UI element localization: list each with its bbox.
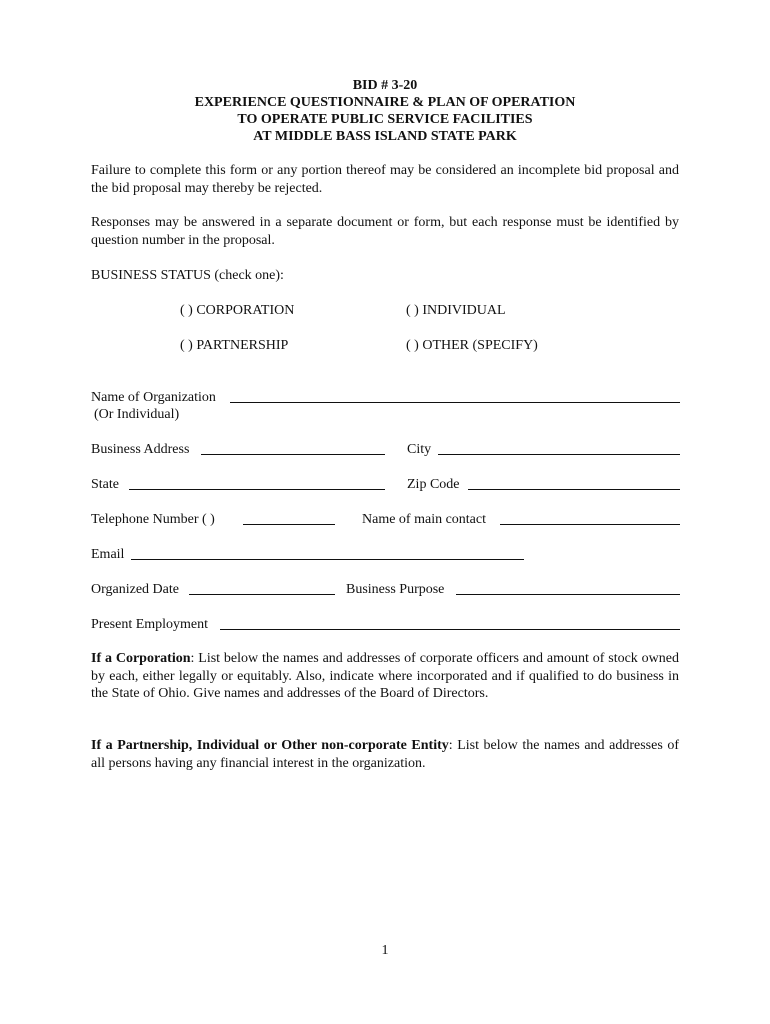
page-number: 1 xyxy=(381,943,389,958)
state-field[interactable] xyxy=(129,489,385,490)
checkbox-individual[interactable] xyxy=(406,302,506,319)
organized-date-label: Organized Date xyxy=(91,582,179,597)
title-line-1: EXPERIENCE QUESTIONNAIRE & PLAN OF OPERATION xyxy=(194,95,576,110)
main-contact-field[interactable] xyxy=(500,524,680,525)
check-mark: ( ) xyxy=(406,338,419,353)
city-field[interactable] xyxy=(438,454,680,455)
option-label: PARTNERSHIP xyxy=(196,338,289,353)
checkbox-corporation[interactable] xyxy=(180,302,294,319)
partnership-heading: If a Partnership, Individual or Other non-corporate Entity xyxy=(91,738,449,753)
business-status-label: BUSINESS STATUS (check one): xyxy=(91,268,284,283)
bid-number: BID # 3-20 xyxy=(352,78,418,93)
org-name-label: Name of Organization xyxy=(91,390,216,405)
city-label: City xyxy=(407,442,432,457)
failure-paragraph: Failure to complete this form or any portion thereof may be considered an incomplete bid proposal and the bid proposal may thereby be rejected. xyxy=(91,163,679,196)
checkbox-partnership[interactable] xyxy=(180,337,288,354)
partnership-text: : List below the names and addresses of all persons having any financial interest in the organization. xyxy=(91,738,679,771)
check-mark: ( ) xyxy=(406,303,419,318)
corporation-text: : List below the names and addresses of corporate officers and amount of stock owned by each, either legally or equitably. Also, indicate where incorporated and if qualified to do business in the State of Ohio. Give names and addresses of the Board of Directors. xyxy=(91,651,679,701)
org-name-sublabel: (Or Individual) xyxy=(94,407,180,422)
state-label: State xyxy=(91,477,119,492)
organized-date-field[interactable] xyxy=(189,594,335,595)
check-mark: ( ) xyxy=(180,303,193,318)
main-contact-label: Name of main contact xyxy=(362,512,487,527)
present-employment-field[interactable] xyxy=(220,629,680,630)
corporation-paragraph xyxy=(91,650,679,703)
telephone-label: Telephone Number ( ) xyxy=(91,512,215,527)
telephone-field[interactable] xyxy=(243,524,335,525)
check-mark: ( ) xyxy=(180,338,193,353)
option-label: OTHER (SPECIFY) xyxy=(422,338,538,353)
option-label: CORPORATION xyxy=(196,303,295,318)
org-name-field[interactable] xyxy=(230,402,680,403)
business-address-field[interactable] xyxy=(201,454,385,455)
email-field[interactable] xyxy=(131,559,524,560)
title-line-2: TO OPERATE PUBLIC SERVICE FACILITIES xyxy=(237,112,533,127)
zip-code-field[interactable] xyxy=(468,489,680,490)
present-employment-label: Present Employment xyxy=(91,617,209,632)
option-label: INDIVIDUAL xyxy=(422,303,506,318)
checkbox-other[interactable] xyxy=(406,337,538,354)
title-line-3: AT MIDDLE BASS ISLAND STATE PARK xyxy=(253,129,517,144)
email-label: Email xyxy=(91,547,125,562)
zip-code-label: Zip Code xyxy=(407,477,460,492)
business-address-label: Business Address xyxy=(91,442,190,457)
business-purpose-label: Business Purpose xyxy=(346,582,445,597)
partnership-paragraph xyxy=(91,737,679,772)
corporation-heading: If a Corporation xyxy=(91,651,191,666)
responses-paragraph: Responses may be answered in a separate document or form, but each response must be identified by question number in the proposal. xyxy=(91,215,679,248)
business-purpose-field[interactable] xyxy=(456,594,680,595)
